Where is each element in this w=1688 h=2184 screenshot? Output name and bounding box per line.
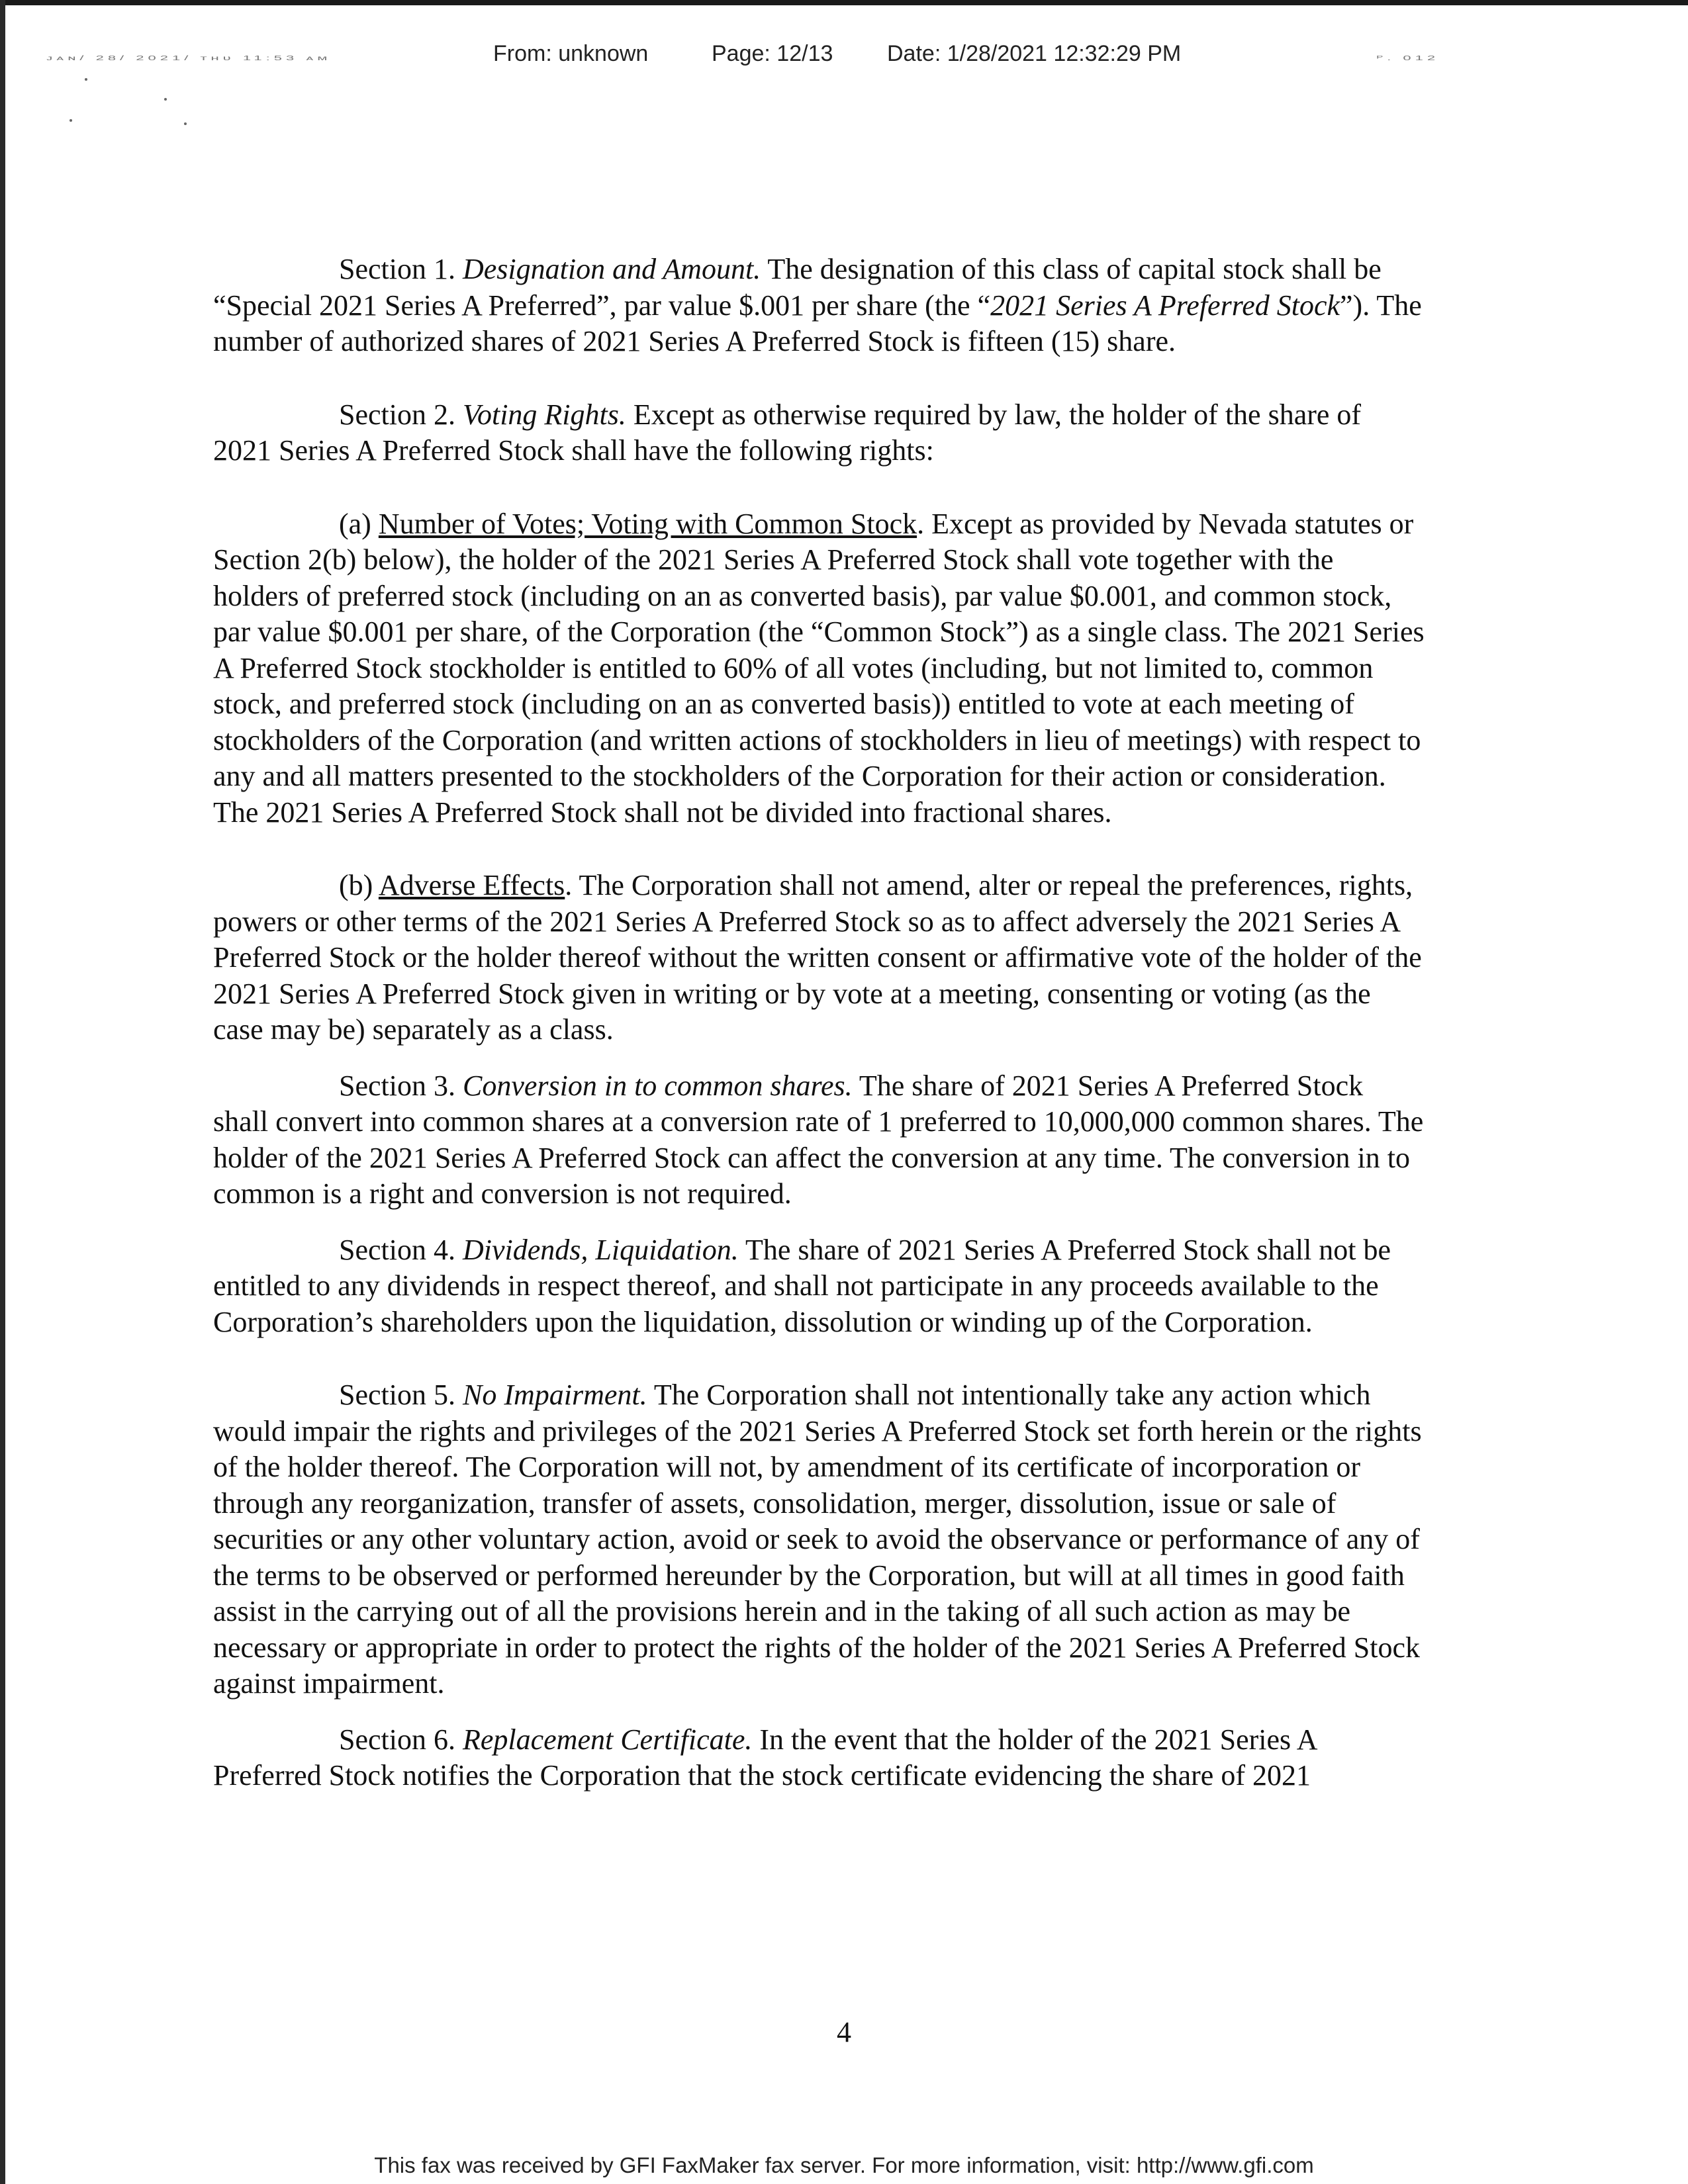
section-4-title: Dividends, Liquidation. bbox=[462, 1233, 739, 1266]
scan-speck bbox=[184, 122, 187, 125]
section-3-text: The share of 2021 Series A Preferred Stock shall convert into common shares at a conversion rate of 1 preferred to 10,000,000 common shares. The holder of the 2021 Series A Preferred Stock can affect the conversion at any time. The conversion in to common is a right and conversion is not required. bbox=[213, 1069, 1424, 1210]
section-2 bbox=[213, 397, 1425, 469]
faint-fax-page-ref: ᴾ. 012 bbox=[1377, 54, 1440, 62]
scan-border-left bbox=[0, 0, 5, 2184]
section-5-title: No Impairment. bbox=[462, 1379, 647, 1411]
section-2a bbox=[213, 506, 1425, 831]
section-5-text: The Corporation shall not intentionally take any action which would impair the rights and privileges of the 2021 Series A Preferred Stock set forth herein or the rights of the holder thereof. The Corporation will not, by amendment of its certificate of incorporation or through any reorganization, transfer of assets, consolidation, merger, dissolution, issue or sale of securities or any other voluntary action, avoid or seek to avoid the observance or performance of any of the terms to be observed or performed hereunder by the Corporation, but will at all times in good faith assist in the carrying out of all the provisions herein and in the taking of all such action as may be necessary or appropriate in order to protect the rights of the holder of the 2021 Series A Preferred Stock against impairment. bbox=[213, 1379, 1422, 1700]
section-4 bbox=[213, 1232, 1425, 1341]
scan-speck bbox=[164, 98, 167, 101]
section-3 bbox=[213, 1068, 1425, 1212]
section-6-heading: Section 6. bbox=[339, 1723, 455, 1756]
section-1-title: Designation and Amount. bbox=[462, 253, 761, 285]
section-1-text-b: ”). The number of authorized shares of 2021 Series A Preferred Stock is fifteen (15) share. bbox=[213, 289, 1422, 357]
section-2a-text: . Except as provided by Nevada statutes or Section 2(b) below), the holder of the 2021 Series A Preferred Stock shall vote together with the holders of preferred stock (including on an as converted basis), par value $0.001, and common stock, par value $0.001 per share, of the Corporation (the “Common Stock”) as a single class. The 2021 Series A Preferred Stock stockholder is entitled to 60% of all votes (including, but not limited to, common stock, and preferred stock (including on an as converted basis)) entitled to vote at each meeting of stockholders of the Corporation (and written actions of stockholders in lieu of meetings) with respect to any and all matters presented to the stockholders of the Corporation for their action or consideration. The 2021 Series A Preferred Stock shall not be divided into fractional shares. bbox=[213, 507, 1425, 829]
scan-speck bbox=[85, 78, 87, 81]
section-6-title: Replacement Certificate. bbox=[462, 1723, 753, 1756]
section-1-heading: Section 1. bbox=[339, 253, 455, 285]
section-2-title: Voting Rights. bbox=[462, 398, 626, 431]
document-body bbox=[213, 251, 1425, 1794]
section-3-title: Conversion in to common shares. bbox=[462, 1069, 853, 1102]
scan-border-top bbox=[0, 0, 1688, 5]
section-2a-label: (a) bbox=[339, 507, 371, 540]
fax-page: Page: 12/13 bbox=[712, 41, 833, 66]
section-2b-title: Adverse Effects bbox=[378, 869, 565, 901]
section-5 bbox=[213, 1377, 1425, 1702]
section-4-heading: Section 4. bbox=[339, 1233, 455, 1266]
section-2b-label: (b) bbox=[339, 869, 373, 901]
section-6-text: In the event that the holder of the 2021 Series A Preferred Stock notifies the Corporation that the stock certificate evidencing the share of 2021 bbox=[213, 1723, 1317, 1792]
section-2b-text: . The Corporation shall not amend, alter or repeal the preferences, rights, powers or other terms of the 2021 Series A Preferred Stock so as to affect adversely the 2021 Series A Preferred Stock or the holder thereof without the written consent or affirmative vote of the holder of the 2021 Series A Preferred Stock given in writing or by vote at a meeting, consenting or voting (as the case may be) separately as a class. bbox=[213, 869, 1422, 1046]
section-1-text-a: The designation of this class of capital stock shall be “Special 2021 Series A Preferred”, par value $.001 per share (the “ bbox=[213, 253, 1382, 322]
section-3-heading: Section 3. bbox=[339, 1069, 455, 1102]
section-2-heading: Section 2. bbox=[339, 398, 455, 431]
faint-fax-timestamp: ᴊᴀɴ/ 28/ 2021/ ᴛʜᴜ 11:53 ᴀᴍ bbox=[46, 54, 332, 62]
scan-speck bbox=[70, 119, 72, 122]
page-number: 4 bbox=[837, 2016, 851, 2048]
section-6 bbox=[213, 1722, 1425, 1794]
fax-from: From: unknown bbox=[493, 41, 649, 66]
section-4-text: The share of 2021 Series A Preferred Stock shall not be entitled to any dividends in respect thereof, and shall not participate in any proceeds available to the Corporation’s shareholders upon the liquidation, dissolution or winding up of the Corporation. bbox=[213, 1233, 1391, 1338]
fax-footer: This fax was received by GFI FaxMaker fax server. For more information, visit: http://www.gfi.com bbox=[374, 2153, 1314, 2177]
section-2-text: Except as otherwise required by law, the holder of the share of 2021 Series A Preferred Stock shall have the following rights: bbox=[213, 398, 1362, 467]
section-2b bbox=[213, 868, 1425, 1048]
section-5-heading: Section 5. bbox=[339, 1379, 455, 1411]
section-1 bbox=[213, 251, 1425, 360]
section-1-defined-term: 2021 Series A Preferred Stock bbox=[990, 289, 1340, 322]
fax-date: Date: 1/28/2021 12:32:29 PM bbox=[887, 41, 1182, 66]
section-2a-title: Number of Votes; Voting with Common Stock bbox=[378, 507, 917, 540]
